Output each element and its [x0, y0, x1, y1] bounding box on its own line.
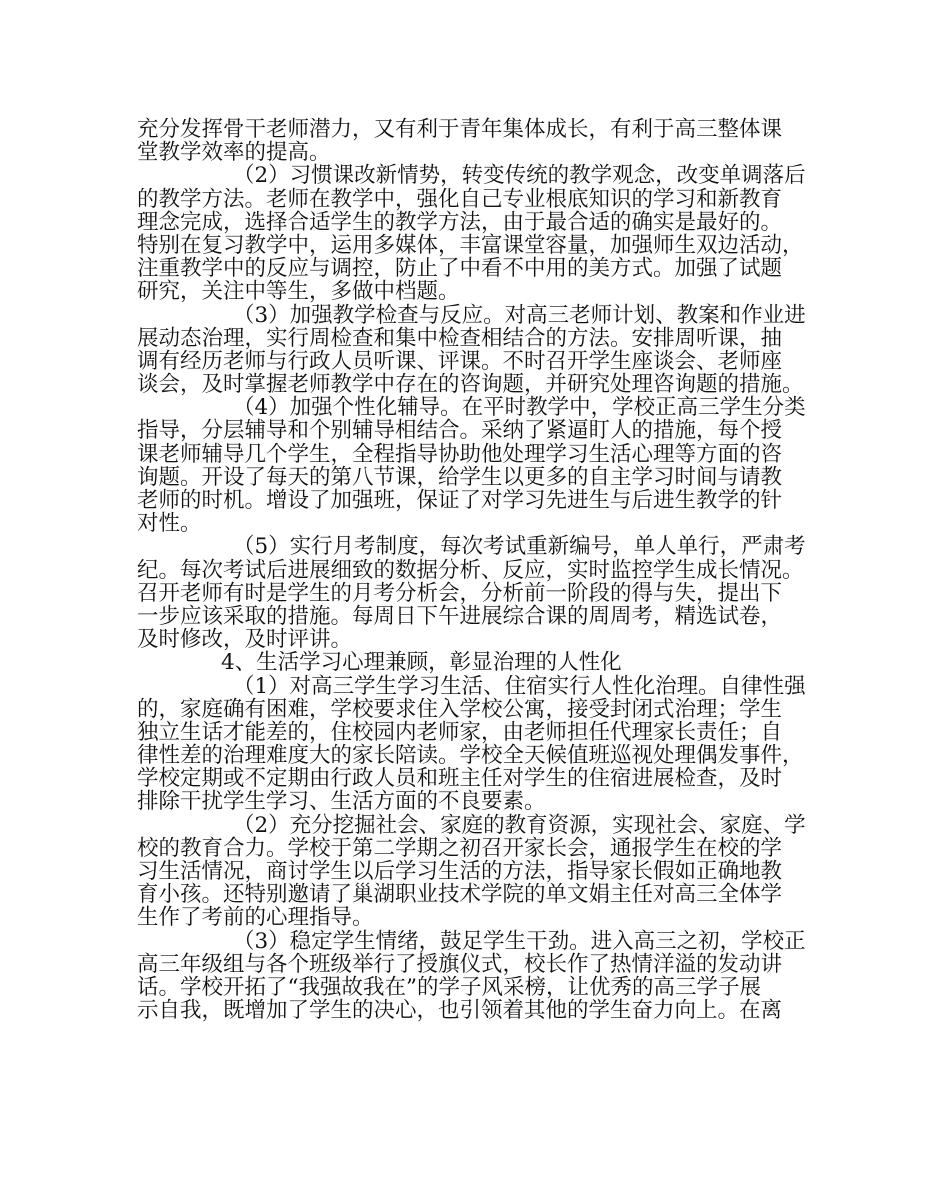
- text-line: （4）加强个性化辅导。在平时教学中，学校正高三学生分类: [233, 395, 806, 421]
- text-line: 习生活情况，商讨学生以后学习生活的方法，指导家长假如正确地教: [137, 859, 783, 884]
- text-line: 指导，分层辅导和个别辅导相结合。采纳了紧逼盯人的措施，每个授: [137, 418, 783, 444]
- text-line: 注重教学中的反应与调控，防止了中看不中用的美方式。加强了试题: [137, 256, 783, 282]
- text-line: 校的教育合力。学校于第二学期之初召开家长会，通报学生在校的学: [137, 835, 783, 861]
- text-line: 示自我，既增加了学生的决心，也引领着其他的学生奋力向上。在离: [137, 998, 783, 1024]
- text-line: 及时修改，及时评讲。: [137, 627, 353, 653]
- text-line: 课老师辅导几个学生，全程指导协助他处理学习生活心理等方面的咨: [137, 441, 783, 467]
- text-line: （3）稳定学生情绪，鼓足学生干劲。进入高三之初，学校正: [233, 928, 806, 954]
- text-line: （5）实行月考制度，每次考试重新编号，单人单行，严肃考: [233, 534, 806, 560]
- text-line: 律性差的治理难度大的家长陪读。学校全天候值班巡视处理偶发事件，: [137, 743, 804, 769]
- text-line: 生作了考前的心理指导。: [137, 905, 374, 931]
- text-line: （2）充分挖掘社会、家庭的教育资源，实现社会、家庭、学: [233, 812, 806, 838]
- text-line: （3）加强教学检查与反应。对高三老师计划、教案和作业进: [233, 302, 806, 328]
- text-line: 排除干扰学生学习、生活方面的不良要素。: [137, 789, 546, 815]
- text-line: 堂教学效率的提高。: [137, 140, 331, 166]
- text-line: 召开老师有时是学生的月考分析会，分析前一阶段的得与失，提出下: [137, 580, 783, 606]
- text-line: 谈会，及时掌握老师教学中存在的咨询题，并研究处理咨询题的措施。: [137, 372, 804, 398]
- text-line: 展动态治理，实行周检查和集中检查相结合的方法。安排周听课，抽: [137, 325, 783, 351]
- body-text: [137, 118, 827, 1022]
- text-line: 的，家庭确有困难，学校要求住入学校公寓，接受封闭式治理；学生: [137, 696, 783, 722]
- text-line: 老师的时机。增设了加强班，保证了对学习先进生与后进生教学的针: [137, 488, 783, 513]
- text-line: 育小孩。还特别邀请了巢湖职业技术学院的单文娟主任对高三全体学: [137, 882, 783, 908]
- text-line: 充分发挥骨干老师潜力，又有利于青年集体成长，有利于高三整体课: [137, 117, 783, 142]
- text-line: 高三年级组与各个班级举行了授旗仪式，校长作了热情洋溢的发动讲: [137, 951, 783, 977]
- text-line: （2）习惯课改新情势，转变传统的教学观念，改变单调落后: [233, 163, 806, 189]
- text-line: （1）对高三学生学习生活、住宿实行人性化治理。自律性强: [233, 673, 806, 699]
- text-line: 学校定期或不定期由行政人员和班主任对学生的住宿进展检查，及时: [137, 766, 783, 792]
- text-line: 纪。每次考试后进展细致的数据分析、反应，实时监控学生成长情况。: [137, 557, 804, 583]
- text-line: 的教学方法。老师在教学中，强化自己专业根底知识的学习和新教育: [137, 186, 783, 212]
- section-heading-line: 4、生活学习心理兼顾，彰显治理的人性化: [221, 650, 622, 676]
- text-line: 特别在复习教学中，运用多媒体，丰富课堂容量，加强师生双边活动，: [137, 232, 804, 258]
- text-line: 调有经历老师与行政人员听课、评课。不时召开学生座谈会、老师座: [137, 348, 783, 374]
- text-line: 对性。: [137, 511, 202, 537]
- text-line: 独立生话才能差的，住校园内老师家，由老师担任代理家长责任；自: [137, 719, 783, 745]
- text-line: 理念完成，选择合适学生的教学方法，由于最合适的确实是最好的。: [137, 209, 783, 235]
- text-line: 一步应该采取的措施。每周日下午进展综合课的周周考，精选试卷，: [137, 603, 783, 629]
- text-line: 话。学校开拓了“我强故我在”的学子风采榜，让优秀的高三学子展: [137, 974, 761, 1000]
- text-line: 研究，关注中等生，多做中档题。: [137, 279, 460, 305]
- text-line: 询题。开设了每天的第八节课，给学生以更多的自主学习时间与请教: [137, 464, 783, 490]
